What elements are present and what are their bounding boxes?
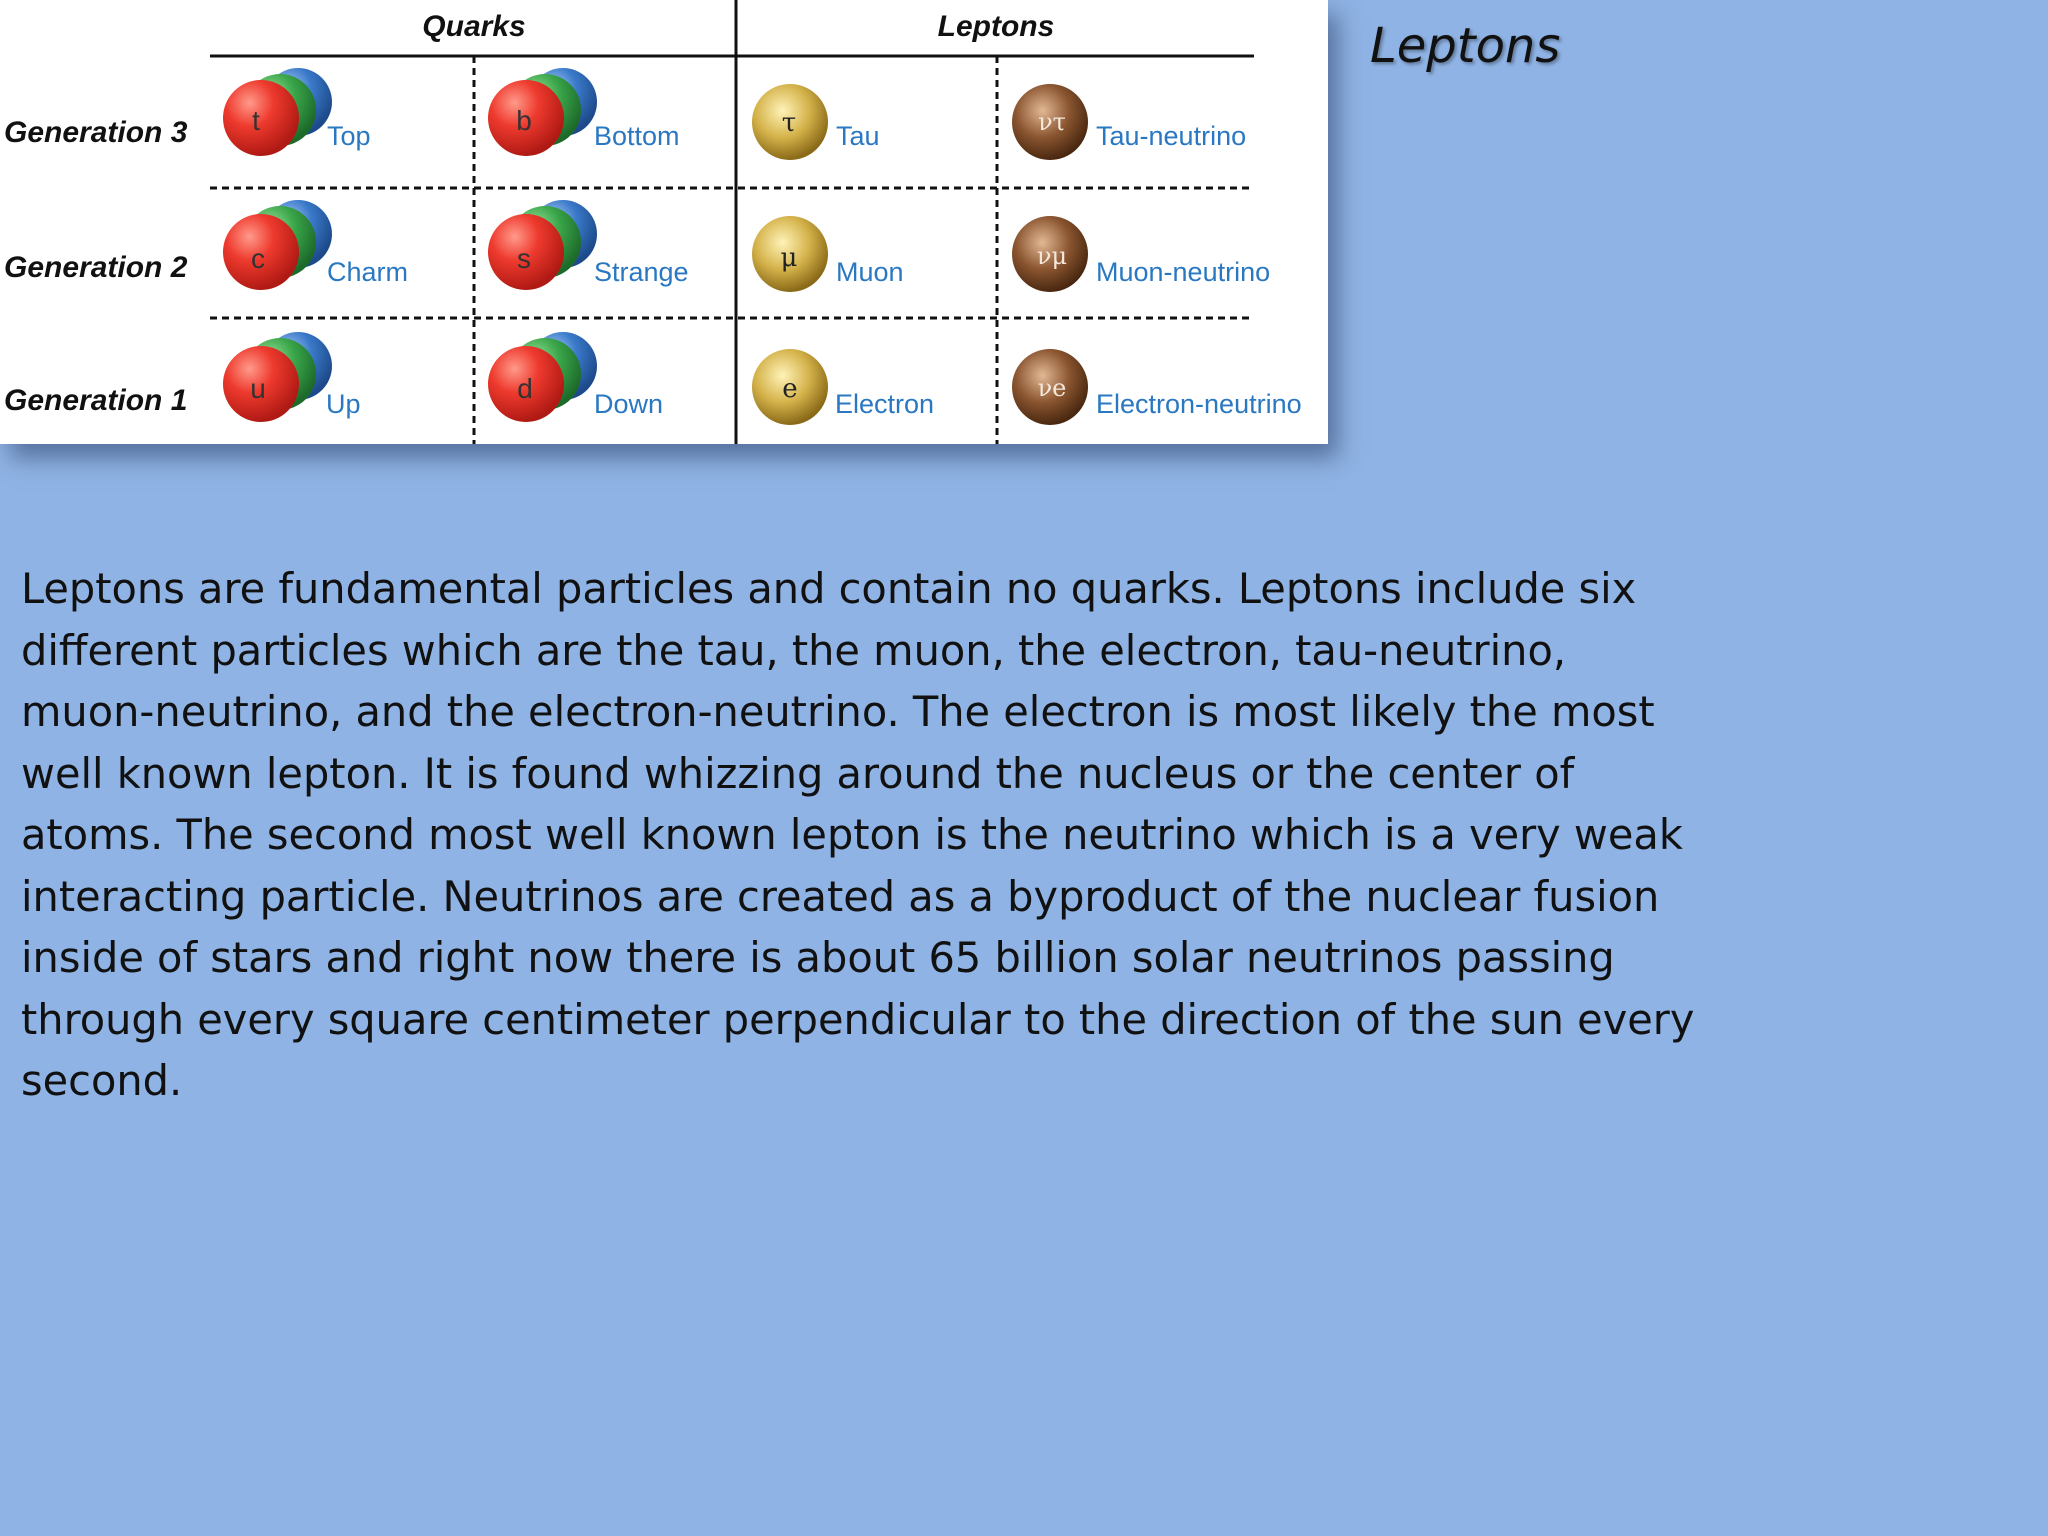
lepton-symbol: e bbox=[782, 374, 798, 404]
tau-neutrino bbox=[1012, 84, 1246, 160]
muon-lepton bbox=[752, 216, 904, 292]
up-quark bbox=[223, 332, 361, 422]
neutrino-symbol: ντ bbox=[1038, 108, 1066, 136]
quark-name: Bottom bbox=[594, 121, 680, 151]
quark-symbol: s bbox=[517, 243, 531, 274]
quark-symbol: b bbox=[516, 105, 532, 136]
quark-symbol: t bbox=[252, 105, 260, 136]
quarks-header: Quarks bbox=[422, 10, 526, 43]
lepton-name: Muon bbox=[836, 257, 904, 287]
neutrino-name: Tau-neutrino bbox=[1096, 121, 1247, 151]
body-paragraph: Leptons are fundamental particles and contain no quarks. Leptons include six different particles which are the tau, the muon, the electron, tau-neutrino, muon-neutrino, and the electron-neutrino. The electron is most likely the most well known lepton. It is found whizzing around the nucleus or the center of atoms. The second most well known lepton is the neutrino which is a very weak interacting particle. Neutrinos are created as a byproduct of the nuclear fusion inside of stars and right now there is about 65 billion solar neutrinos passing through every square centimeter perpendicular to the direction of the sun every second. bbox=[21, 564, 1695, 1105]
quark-name: Charm bbox=[327, 257, 409, 287]
lepton-name: Tau bbox=[836, 121, 880, 151]
particle-table-svg bbox=[0, 0, 1328, 444]
electron-neutrino bbox=[1012, 349, 1302, 425]
leptons-header: Leptons bbox=[937, 10, 1055, 43]
down-quark bbox=[488, 332, 663, 422]
quark-symbol: d bbox=[517, 373, 533, 404]
quark-name: Top bbox=[327, 121, 371, 151]
generation-2-label: Generation 2 bbox=[4, 251, 188, 284]
neutrino-name: Electron-neutrino bbox=[1096, 389, 1302, 419]
neutrino-symbol: νμ bbox=[1036, 242, 1068, 270]
muon-neutrino bbox=[1012, 216, 1270, 292]
generation-1-label: Generation 1 bbox=[4, 384, 188, 417]
neutrino-symbol: νe bbox=[1037, 374, 1067, 402]
strange-quark bbox=[488, 200, 689, 290]
tau-lepton bbox=[752, 84, 880, 160]
generation-3-label: Generation 3 bbox=[4, 116, 188, 149]
bottom-quark bbox=[488, 68, 680, 156]
quark-name: Up bbox=[326, 389, 361, 419]
slide-title: Leptons bbox=[1370, 18, 1561, 74]
lepton-symbol: μ bbox=[780, 243, 798, 273]
standard-model-figure bbox=[0, 0, 1328, 444]
neutrino-name: Muon-neutrino bbox=[1096, 257, 1271, 287]
quark-name: Strange bbox=[594, 257, 689, 287]
quark-symbol: c bbox=[251, 243, 265, 274]
electron-lepton bbox=[752, 349, 934, 425]
top-quark bbox=[223, 68, 371, 156]
quark-symbol: u bbox=[250, 373, 266, 404]
charm-quark bbox=[223, 200, 408, 290]
quark-name: Down bbox=[594, 389, 664, 419]
lepton-symbol: τ bbox=[781, 108, 797, 138]
lepton-name: Electron bbox=[835, 389, 935, 419]
